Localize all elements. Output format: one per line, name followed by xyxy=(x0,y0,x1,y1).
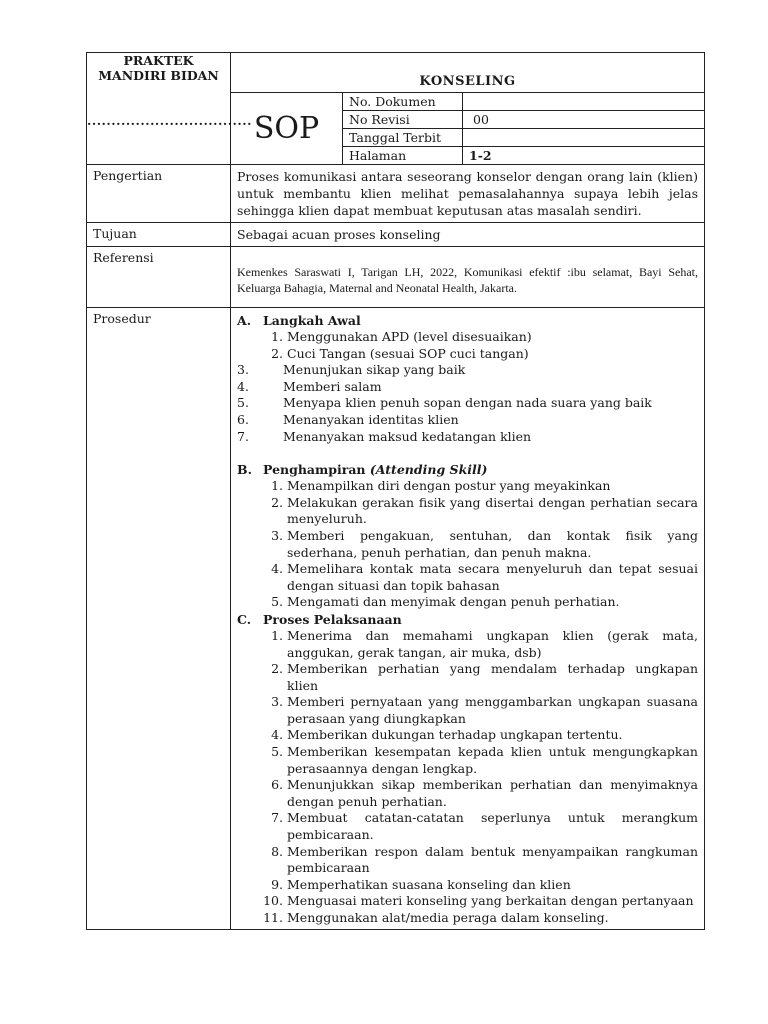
item-text: Memberikan respon dalam bentuk menyampaikan rangkuman pembicaraan xyxy=(287,843,698,876)
item-text: Memperhatikan suasana konseling dan klien xyxy=(287,876,571,892)
section-heading-main: Penghampiran xyxy=(263,462,366,478)
item-number: 5. xyxy=(271,594,283,610)
item-text: Memberi salam xyxy=(283,378,382,394)
list-item xyxy=(237,777,698,810)
item-number: 3. xyxy=(271,527,283,543)
meta-value-tanggal-terbit xyxy=(463,129,705,147)
item-text: Menampilkan diri dengan postur yang meyakinkan xyxy=(287,478,611,494)
item-number: 1. xyxy=(271,627,283,643)
referensi-label: Referensi xyxy=(87,247,231,308)
list-item xyxy=(237,661,698,694)
pengertian-text: Proses komunikasi antara seseorang konselor dengan orang lain (klien) untuk membantu klien melihat pemasalahannya supaya lebih jelas sehingga klien dapat membuat keputusan atas masalah sendiri. xyxy=(231,165,705,223)
meta-label-no-revisi: No Revisi xyxy=(343,111,463,129)
item-text: Memberi pernyataan yang menggambarkan ungkapan suasana perasaan yang diungkapkan xyxy=(287,694,698,726)
clinic-line-2: MANDIRI BIDAN xyxy=(98,68,219,83)
item-number: 10. xyxy=(263,893,283,909)
item-text: Menyapa klien penuh sopan dengan nada suara yang baik xyxy=(283,395,652,411)
item-text: Menggunakan APD (level disesuaikan) xyxy=(287,329,532,344)
item-text: Menggunakan alat/media peraga dalam konseling. xyxy=(287,910,609,925)
list-item xyxy=(237,346,698,363)
item-number: 5. xyxy=(271,744,283,760)
item-number: 2. xyxy=(271,494,283,510)
item-number: 1. xyxy=(271,478,283,494)
item-number: 2. xyxy=(271,661,283,677)
prosedur-label: Prosedur xyxy=(87,308,231,930)
section-heading-italic: (Attending Skill) xyxy=(369,462,488,478)
section-heading: Proses Pelaksanaan xyxy=(263,611,402,627)
list-item xyxy=(237,395,698,412)
section-letter: C. xyxy=(237,611,252,627)
sop-document-table xyxy=(86,52,705,930)
item-text: Memberikan perhatian yang mendalam terhadap ungkapan klien xyxy=(287,661,698,693)
sop-label: SOP xyxy=(231,93,343,165)
item-text: Menguasai materi konseling yang berkaitan dengan pertanyaan xyxy=(287,893,694,909)
list-item xyxy=(237,594,698,611)
item-number: 2. xyxy=(271,345,283,361)
item-number: 9. xyxy=(271,876,283,892)
item-number: 4. xyxy=(271,727,283,743)
list-item xyxy=(237,379,698,396)
list-item xyxy=(237,429,698,446)
item-text: Memelihara kontak mata secara menyeluruh dan tepat sesuai dengan situasi dan topik bahasan xyxy=(287,561,698,593)
tujuan-text: Sebagai acuan proses konseling xyxy=(231,223,705,247)
list-item xyxy=(237,329,698,346)
item-text: Memberikan dukungan terhadap ungkapan tertentu. xyxy=(287,727,623,743)
item-number: 11. xyxy=(263,910,283,925)
section-a-list xyxy=(237,329,698,362)
list-item xyxy=(237,561,698,594)
section-a-title xyxy=(237,312,698,329)
meta-value-halaman: 1-2 xyxy=(463,147,705,165)
item-number: 5. xyxy=(237,395,249,411)
prosedur-content xyxy=(231,308,705,930)
list-item xyxy=(237,844,698,877)
item-number: 3. xyxy=(271,694,283,710)
list-item xyxy=(237,893,698,910)
item-number: 8. xyxy=(271,843,283,859)
tujuan-label: Tujuan xyxy=(87,223,231,247)
item-number: 3. xyxy=(237,362,249,378)
section-c-list xyxy=(237,628,698,927)
meta-label-tanggal-terbit: Tanggal Terbit xyxy=(343,129,463,147)
item-text: Mengamati dan menyimak dengan penuh perhatian. xyxy=(287,594,620,610)
list-item xyxy=(237,910,698,927)
list-item xyxy=(237,877,698,894)
list-item xyxy=(237,744,698,777)
item-text: Memberikan kesempatan kepada klien untuk mengungkapkan perasaannya dengan lengkap. xyxy=(287,744,698,776)
list-item xyxy=(237,412,698,429)
list-item xyxy=(237,694,698,727)
item-text: Menanyakan maksud kedatangan klien xyxy=(283,428,532,444)
item-text: Memberi pengakuan, sentuhan, dan kontak fisik yang sederhana, penuh perhatian, dan penuh makna. xyxy=(287,527,698,560)
pengertian-label: Pengertian xyxy=(87,165,231,223)
item-number: 6. xyxy=(237,411,249,427)
item-number: 1. xyxy=(271,329,283,344)
clinic-name-cell xyxy=(87,53,252,165)
section-b-title xyxy=(237,461,698,478)
item-text: Menanyakan identitas klien xyxy=(283,411,459,427)
section-a-list-continued xyxy=(237,362,698,445)
item-number: 4. xyxy=(237,378,249,394)
section-b-list xyxy=(237,478,698,611)
item-number: 6. xyxy=(271,777,283,793)
clinic-name-blank: .................................. xyxy=(87,113,252,128)
meta-label-halaman: Halaman xyxy=(343,147,463,165)
clinic-line-1: PRAKTEK xyxy=(123,53,194,68)
list-item xyxy=(237,628,698,661)
list-item xyxy=(237,810,698,843)
item-text: Melakukan gerakan fisik yang disertai dengan perhatian secara menyeluruh. xyxy=(287,494,698,527)
referensi-cell xyxy=(231,247,705,308)
list-item xyxy=(237,528,698,561)
list-item xyxy=(237,478,698,495)
section-heading: Langkah Awal xyxy=(263,313,361,328)
item-text: Menerima dan memahami ungkapan klien (gerak mata, anggukan, gerak tangan, air muka, dsb) xyxy=(287,627,698,660)
item-text: Cuci Tangan (sesuai SOP cuci tangan) xyxy=(287,345,529,361)
referensi-text: Kemenkes Saraswati I, Tarigan LH, 2022, Komunikasi efektif :ibu selamat, Bayi Sehat, Keluarga Bahagia, Maternal and Neonatal Health, Jakarta. xyxy=(237,265,698,295)
item-text: Menunjukan sikap yang baik xyxy=(283,362,466,378)
list-item xyxy=(237,727,698,744)
list-item xyxy=(237,495,698,528)
meta-value-no-dokumen xyxy=(463,93,705,111)
section-letter: A. xyxy=(237,313,252,328)
list-item xyxy=(237,362,698,379)
meta-label-no-dokumen: No. Dokumen xyxy=(343,93,463,111)
item-number: 7. xyxy=(271,810,283,826)
section-letter: B. xyxy=(237,462,252,478)
item-text: Menunjukkan sikap memberikan perhatian dan menyimaknya dengan penuh perhatian. xyxy=(287,777,698,809)
meta-value-no-revisi: 00 xyxy=(463,111,705,129)
document-title: KONSELING xyxy=(231,53,705,93)
item-number: 4. xyxy=(271,561,283,577)
section-c-title xyxy=(237,611,698,628)
section-heading xyxy=(263,461,487,478)
item-text: Membuat catatan-catatan seperlunya untuk merangkum pembicaraan. xyxy=(287,810,698,843)
item-number: 7. xyxy=(237,428,249,444)
